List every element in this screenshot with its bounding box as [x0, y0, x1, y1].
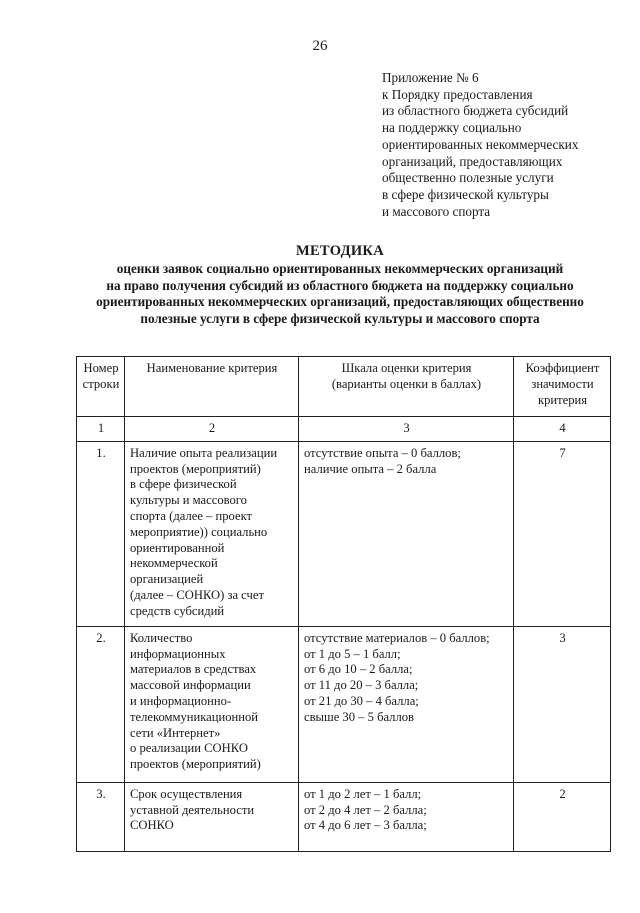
appendix-line: и массового спорта	[382, 203, 491, 219]
appendix-line: Приложение № 6	[382, 70, 479, 85]
coefficient-value: 7	[514, 441, 611, 626]
column-number: 4	[514, 417, 611, 442]
header-criterion-name: Наименование критерия	[125, 357, 299, 417]
scale-options: отсутствие опыта – 0 баллов; наличие опыта – 2 балла	[299, 441, 514, 626]
row-number: 1.	[77, 441, 125, 626]
header-scale: Шкала оценки критерия (варианты оценки в баллах)	[299, 357, 514, 417]
appendix-line: ориентированных некоммерческих	[382, 136, 579, 152]
coefficient-value: 2	[514, 782, 611, 851]
table-row	[77, 626, 611, 782]
column-number: 1	[77, 417, 125, 442]
criterion-name: Количество информационных материалов в средствах массовой информации и информационно- телекоммуникационной сети «Интернет» о реализации СОНКО проектов (мероприятий)	[125, 626, 299, 782]
criterion-name: Срок осуществления уставной деятельности СОНКО	[125, 782, 299, 851]
scale-options: от 1 до 2 лет – 1 балл; от 2 до 4 лет – 2 балла; от 4 до 6 лет – 3 балла;	[299, 782, 514, 851]
criterion-name: Наличие опыта реализации проектов (мероприятий) в сфере физической культуры и массового спорта (далее – проект мероприятие)) социально ориентированной некоммерческой организацией (далее – СОНКО) за счет средств субсидий	[125, 441, 299, 626]
header-row-number: Номер строки	[77, 357, 125, 417]
document-title	[60, 243, 620, 328]
title-subtitle-line: оценки заявок социально ориентированных некоммерческих организаций	[116, 260, 564, 276]
title-subtitle-line: на право получения субсидий из областного бюджета на поддержку социально	[106, 277, 574, 293]
title-subtitle-line: полезные услуги в сфере физической культуры и массового спорта	[140, 311, 540, 327]
appendix-line: из областного бюджета субсидий	[382, 103, 569, 119]
table-row	[77, 441, 611, 626]
table-header-row	[77, 357, 611, 417]
title-main: МЕТОДИКА	[295, 243, 385, 259]
appendix-note	[382, 70, 632, 220]
row-number: 2.	[77, 626, 125, 782]
appendix-line: общественно полезные услуги	[382, 170, 554, 186]
appendix-line: организаций, предоставляющих	[382, 153, 563, 169]
column-number-row	[77, 417, 611, 442]
appendix-line: на поддержку социально	[382, 120, 522, 136]
appendix-line: в сфере физической культуры	[382, 186, 549, 202]
coefficient-value: 3	[514, 626, 611, 782]
row-number: 3.	[77, 782, 125, 851]
page-number: 26	[312, 38, 328, 54]
column-number: 2	[125, 417, 299, 442]
scale-options: отсутствие материалов – 0 баллов; от 1 до 5 – 1 балл; от 6 до 10 – 2 балла; от 11 до 20 – 3 балла; от 21 до 30 – 4 балла; свыше 30 – 5 баллов	[299, 626, 514, 782]
column-number: 3	[299, 417, 514, 442]
table-row	[77, 782, 611, 851]
title-subtitle-line: ориентированных некоммерческих организаций, предоставляющих общественно	[96, 294, 584, 310]
criteria-table	[76, 356, 611, 852]
header-coefficient: Коэффициент значимости критерия	[514, 357, 611, 417]
appendix-line: к Порядку предоставления	[382, 86, 533, 102]
